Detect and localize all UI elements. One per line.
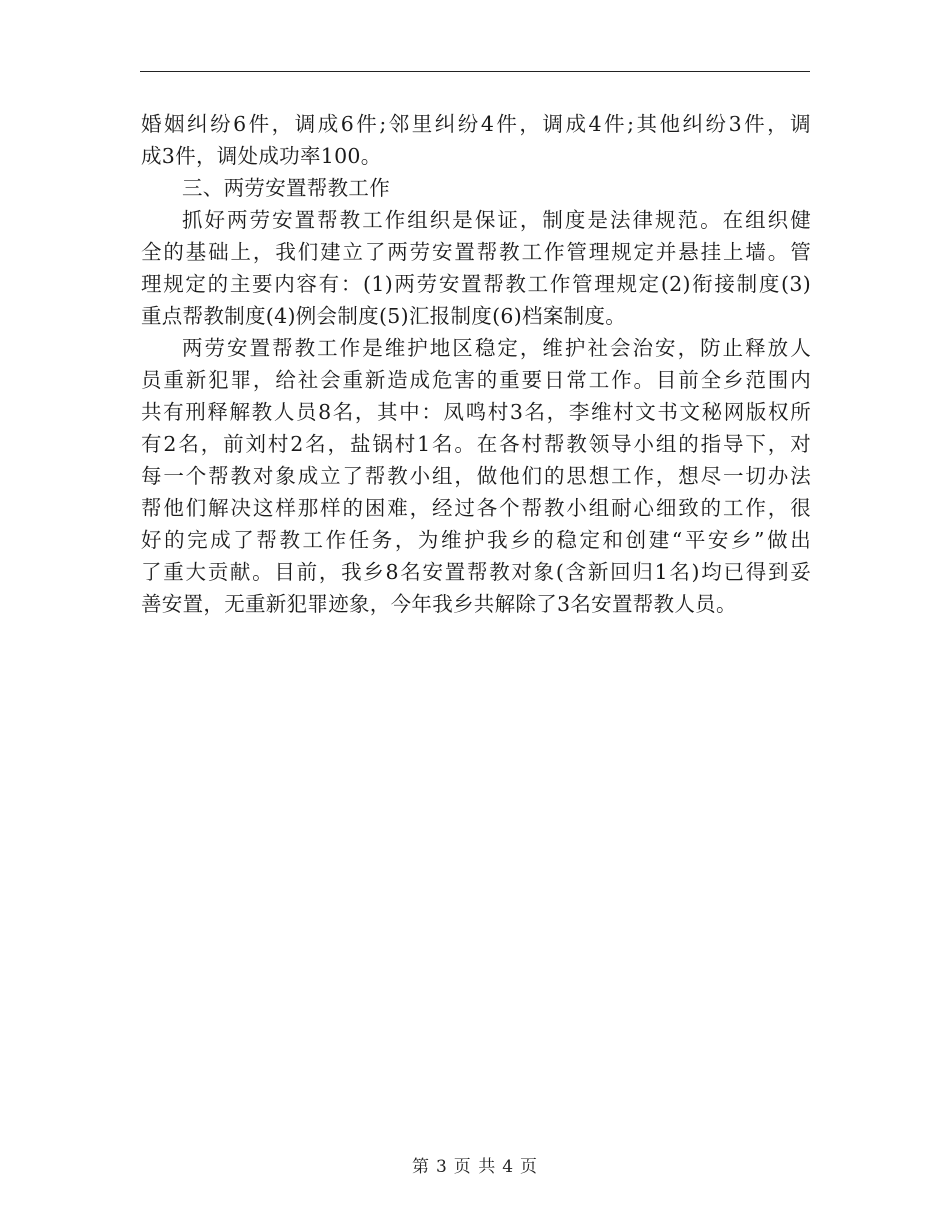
text-line: 好的完成了帮教工作任务，为维护我乡的稳定和创建“平安乡”做出 <box>141 528 811 552</box>
document-body <box>141 108 811 620</box>
text-line: 帮他们解决这样那样的困难，经过各个帮教小组耐心细致的工作，很 <box>141 496 811 520</box>
page-footer <box>0 1152 950 1177</box>
footer-mid: 页 共 <box>453 1157 497 1177</box>
text-line: 理规定的主要内容有：(1)两劳安置帮教工作管理规定(2)衔接制度(3) <box>141 272 811 296</box>
text-line: 了重大贡献。目前，我乡8名安置帮教对象(含新回归1名)均已得到妥 <box>141 560 811 584</box>
text-line: 全的基础上，我们建立了两劳安置帮教工作管理规定并悬挂上墙。管 <box>141 240 811 264</box>
text-line: 两劳安置帮教工作是维护地区稳定，维护社会治安，防止释放人 <box>182 336 811 360</box>
text-line: 重点帮教制度(4)例会制度(5)汇报制度(6)档案制度。 <box>141 304 627 328</box>
text-line: 三、两劳安置帮教工作 <box>182 176 390 200</box>
paragraph-organization <box>141 204 811 332</box>
footer-prefix: 第 <box>411 1157 430 1177</box>
page-total: 4 <box>502 1157 515 1177</box>
text-line: 成3件，调处成功率100。 <box>141 144 382 168</box>
text-line: 每一个帮教对象成立了帮教小组，做他们的思想工作，想尽一切办法 <box>141 464 811 488</box>
text-line: 抓好两劳安置帮教工作组织是保证，制度是法律规范。在组织健 <box>182 208 811 232</box>
text-line: 婚姻纠纷6件，调成6件;邻里纠纷4件，调成4件;其他纠纷3件，调 <box>141 112 811 136</box>
text-line: 善安置，无重新犯罪迹象，今年我乡共解除了3名安置帮教人员。 <box>141 592 737 616</box>
paragraph-resettlement <box>141 332 811 620</box>
page-number: 3 <box>435 1157 448 1177</box>
text-line: 有2名，前刘村2名，盐锅村1名。在各村帮教领导小组的指导下，对 <box>141 432 811 456</box>
footer-suffix: 页 <box>520 1157 539 1177</box>
section-heading <box>141 172 811 204</box>
header-rule <box>140 71 810 72</box>
paragraph-disputes <box>141 108 811 172</box>
text-line: 共有刑释解教人员8名，其中：凤鸣村3名，李维村文书文秘网版权所 <box>141 400 811 424</box>
text-line: 员重新犯罪，给社会重新造成危害的重要日常工作。目前全乡范围内 <box>141 368 811 392</box>
